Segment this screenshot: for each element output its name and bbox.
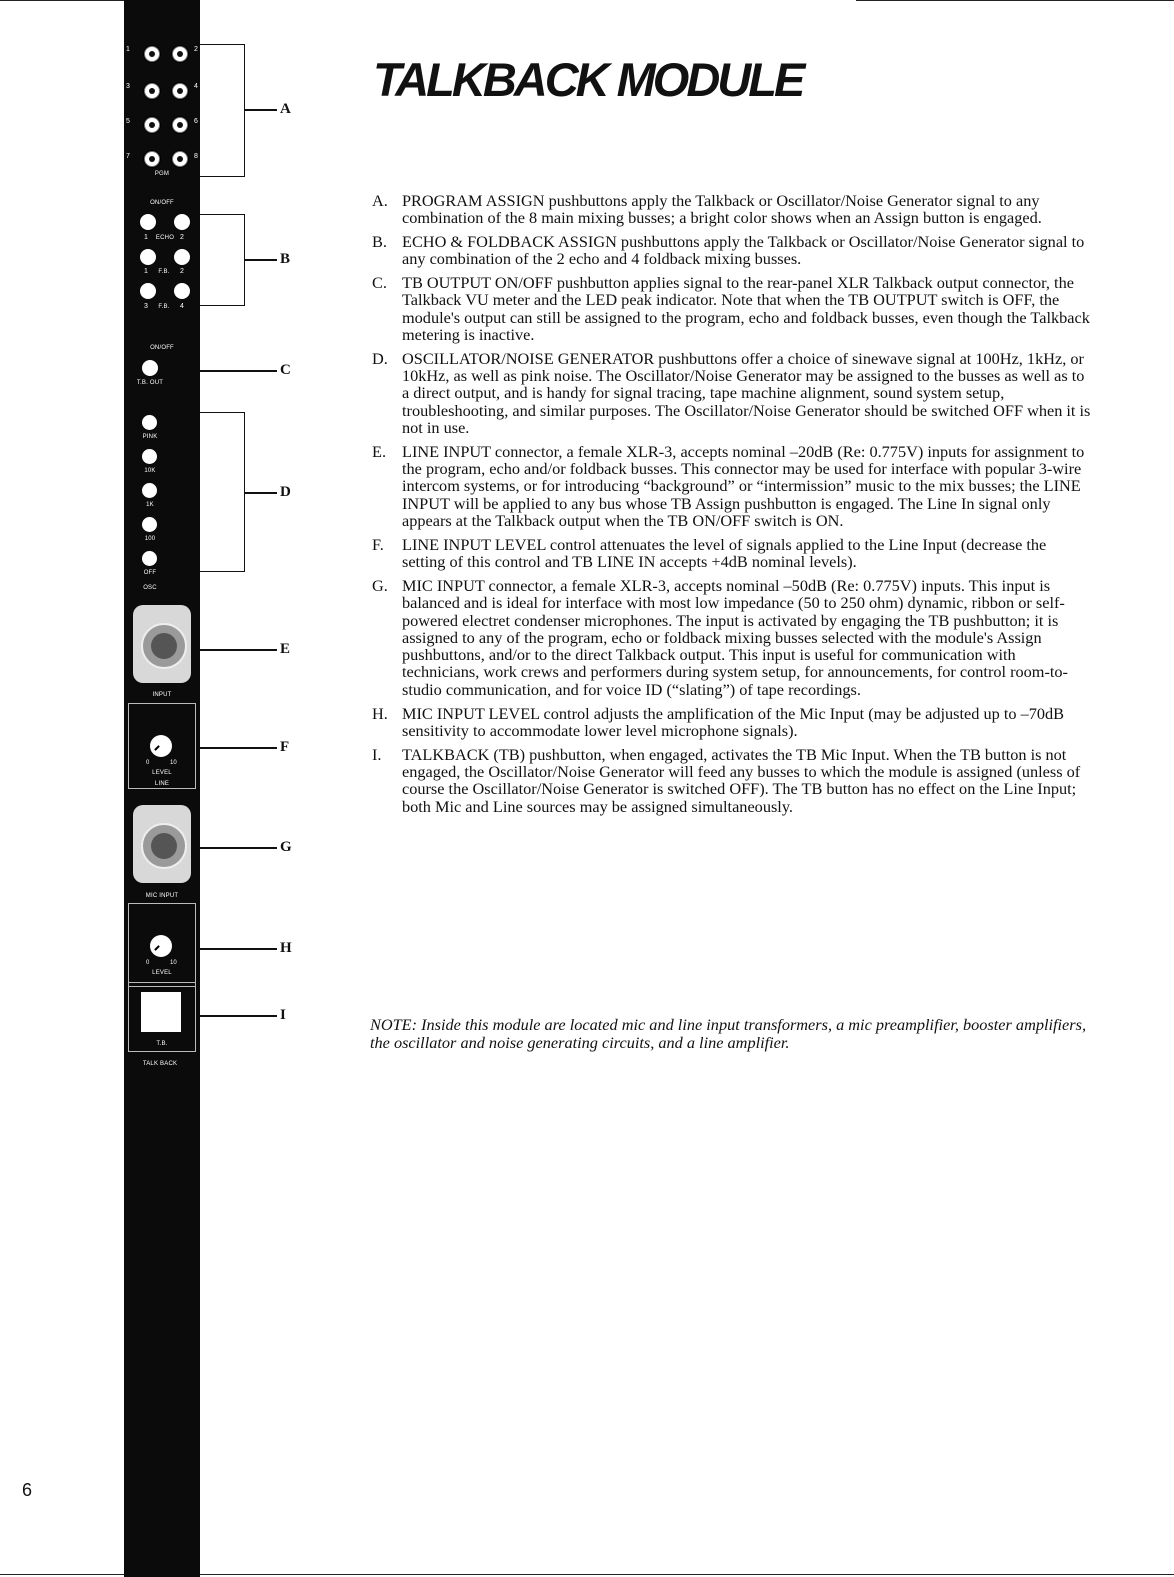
callout-g: G	[280, 839, 292, 855]
assign-number: 4	[194, 83, 198, 90]
description-item-g	[372, 577, 1092, 698]
note-paragraph: NOTE: Inside this module are located mic and line input transformers, a mic preamplifier, booster amplifiers, the oscillator and noise generating circuits, and a line amplifier.	[370, 1015, 1087, 1052]
assign-button-1[interactable]	[144, 46, 160, 62]
bracket-d	[200, 412, 245, 572]
10k-label: 10K	[144, 468, 156, 474]
top-edge-line	[0, 0, 125, 1]
assign-number: 6	[194, 118, 198, 125]
callout-a: A	[280, 101, 291, 117]
assign-button-7[interactable]	[144, 151, 160, 167]
description-item-a	[372, 192, 1092, 227]
item-text: ECHO & FOLDBACK ASSIGN pushbuttons apply the Talkback or Oscillator/Noise Generator signal to any combination of the 2 echo and 4 foldback mixing busses.	[402, 232, 1085, 269]
assign-button-3[interactable]	[144, 83, 160, 99]
item-letter: E.	[372, 441, 387, 461]
line-scale-min: 0	[146, 760, 150, 766]
line-input-connector[interactable]	[133, 605, 191, 683]
line-label: LINE	[154, 781, 170, 787]
tb-out-on-off-label: ON/OFF	[150, 345, 174, 351]
item-letter: G.	[372, 575, 388, 595]
description-item-c	[372, 274, 1092, 343]
pink-label: PINK	[142, 434, 158, 440]
callout-d: D	[280, 484, 291, 500]
page-number: 6	[22, 1480, 33, 1500]
fb-button-1[interactable]	[140, 249, 156, 265]
item-text: LINE INPUT LEVEL control attenuates the level of signals applied to the Line Input (decrease the setting of this control and TB LINE IN accepts +4dB nominal levels).	[402, 534, 1047, 572]
callout-b: B	[280, 251, 291, 267]
fb-number: 1	[144, 268, 148, 275]
line-scale-max: 10	[170, 760, 177, 766]
callout-f: F	[280, 739, 290, 755]
leader-h	[200, 948, 277, 950]
assign-number: 8	[194, 153, 198, 160]
xlr-face-line	[141, 623, 187, 669]
item-text: TB OUTPUT ON/OFF pushbutton applies signal to the rear-panel XLR Talkback output connector, the Talkback VU meter and the LED peak indicator. Note that when the TB OUTPUT switch is OFF, the module's output can still be assigned to the program, echo and foldback busses, even though the Talkback metering is inactive.	[402, 273, 1090, 345]
assign-button-2[interactable]	[172, 46, 188, 62]
pgm-label: PGM	[154, 171, 170, 177]
item-letter: F.	[372, 534, 384, 554]
osc-off-button[interactable]	[142, 551, 157, 566]
description-item-f	[372, 536, 1092, 571]
item-letter: D.	[372, 348, 388, 368]
mic-level-knob[interactable]	[150, 935, 172, 957]
tb-out-label: T.B. OUT	[136, 380, 164, 386]
leader-d	[245, 492, 277, 494]
item-text: MIC INPUT LEVEL control adjusts the amplification of the Mic Input (may be adjusted up to –70dB sensitivity to accommodate lower level microphone signals).	[402, 703, 1064, 740]
echo-number: 2	[180, 234, 184, 241]
item-text: OSCILLATOR/NOISE GENERATOR pushbuttons offer a choice of sinewave signal at 100Hz, 1kHz, or 10kHz, as well as pink noise. The Oscillator/Noise Generator may be assigned to the busses as well as to a direct output, and is handy for signal tracing, tape machine alignment, sound system setup, troubleshooting, and similar purposes. The Oscillator/Noise Generator should be switched OFF when it is not in use.	[402, 348, 1091, 438]
assign-button-4[interactable]	[172, 83, 188, 99]
description-list	[372, 192, 1092, 821]
mic-level-label: LEVEL	[152, 970, 172, 976]
osc-label: OSC	[143, 585, 157, 591]
item-letter: C.	[372, 273, 387, 293]
pink-button[interactable]	[142, 415, 157, 430]
leader-a	[245, 109, 277, 111]
callout-i: I	[280, 1007, 286, 1023]
100-label: 100	[144, 536, 156, 542]
xlr-face-mic	[141, 823, 187, 869]
echo-label: ECHO	[155, 235, 175, 241]
top-edge-line-right	[856, 0, 1174, 1]
fb-label-2: F.B.	[158, 304, 170, 310]
page-title: TALKBACK MODULE	[373, 53, 803, 106]
assign-button-8[interactable]	[172, 151, 188, 167]
assign-number: 7	[126, 153, 130, 160]
leader-e	[200, 649, 277, 651]
talkback-button[interactable]	[141, 992, 181, 1032]
item-letter: I.	[372, 744, 382, 764]
fb-number: 4	[180, 303, 184, 310]
tb-out-button[interactable]	[142, 360, 158, 376]
on-off-label: ON/OFF	[150, 200, 174, 206]
bracket-a	[200, 44, 245, 177]
leader-i	[200, 1015, 277, 1017]
1k-button[interactable]	[142, 483, 157, 498]
item-letter: A.	[372, 191, 388, 210]
fb-button-3[interactable]	[140, 283, 156, 299]
echo-number: 1	[144, 234, 148, 241]
100-button[interactable]	[142, 517, 157, 532]
module-panel	[124, 0, 200, 1577]
mic-input-connector[interactable]	[133, 805, 191, 883]
mic-input-label: MIC INPUT	[145, 893, 179, 899]
description-item-d	[372, 350, 1092, 436]
assign-button-6[interactable]	[172, 117, 188, 133]
talk-back-label: TALK BACK	[142, 1061, 178, 1067]
leader-c	[200, 370, 277, 372]
assign-number: 1	[126, 46, 130, 53]
fb-label: F.B.	[158, 269, 170, 275]
assign-number: 2	[194, 46, 198, 53]
description-item-i	[372, 746, 1092, 815]
osc-off-label: OFF	[143, 570, 157, 576]
item-text: PROGRAM ASSIGN pushbuttons apply the Talkback or Oscillator/Noise Generator signal to any combination of the 8 main mixing busses; a bright color shows when an Assign button is engaged.	[402, 191, 1042, 228]
item-text: MIC INPUT connector, a female XLR-3, accepts nominal –50dB (Re: 0.775V) inputs. This input is balanced and is ideal for interface with most low impedance (50 to 250 ohm) dynamic, ribbon or self-powered electret condenser microphones. The input is activated by engaging the TB pushbutton; it is assigned to any of the program, echo or foldback mixing busses selected with the module's Assign pushbuttons, and/or to the direct Talkback output. This input is useful for communication with technicians, work crews and performers during system setup, for announcements, for control room-to-studio communication, and for voice ID (“slating”) of tape recordings.	[402, 575, 1068, 699]
item-letter: H.	[372, 703, 388, 723]
item-text: LINE INPUT connector, a female XLR-3, accepts nominal –20dB (Re: 0.775V) inputs for assignment to the program, echo and/or foldback busses. This connector may be used for interface with popular 3-wire intercom systems, or for introducing “background” or “intermission” music to the mix busses; the LINE INPUT will be applied to any bus whose TB Assign pushbutton is engaged. The Line In signal only appears at the Talkback output when the TB ON/OFF switch is ON.	[402, 441, 1085, 531]
item-letter: B.	[372, 232, 387, 252]
fb-button-4[interactable]	[174, 283, 190, 299]
assign-number: 5	[126, 118, 130, 125]
leader-b	[245, 259, 277, 261]
item-text: TALKBACK (TB) pushbutton, when engaged, activates the TB Mic Input. When the TB button is not engaged, the Oscillator/Noise Generator will feed any busses to which the module is assigned (unless of course the Oscillator/Noise Generator is switched OFF). The TB button has no effect on the Line Input; both Mic and Line sources may be assigned simultaneously.	[402, 744, 1081, 816]
mic-scale-min: 0	[146, 960, 150, 966]
callout-e: E	[280, 641, 291, 657]
fb-button-2[interactable]	[174, 249, 190, 265]
bracket-b	[200, 214, 245, 306]
echo-button-2[interactable]	[174, 214, 190, 230]
callout-h: H	[280, 940, 292, 956]
tb-label: T.B.	[156, 1041, 168, 1047]
assign-button-5[interactable]	[144, 117, 160, 133]
leader-f	[200, 747, 277, 749]
assign-number: 3	[126, 83, 130, 90]
description-item-b	[372, 233, 1092, 268]
1k-label: 1K	[146, 502, 154, 508]
line-level-label: LEVEL	[152, 770, 172, 776]
echo-button-1[interactable]	[140, 214, 156, 230]
fb-number: 3	[144, 303, 148, 310]
description-item-h	[372, 705, 1092, 740]
line-input-label: INPUT	[152, 692, 172, 698]
callout-c: C	[280, 362, 291, 378]
description-item-e	[372, 443, 1092, 529]
fb-number: 2	[180, 268, 184, 275]
leader-g	[200, 847, 277, 849]
10k-button[interactable]	[142, 449, 157, 464]
line-level-knob[interactable]	[150, 735, 172, 757]
mic-scale-max: 10	[170, 960, 177, 966]
